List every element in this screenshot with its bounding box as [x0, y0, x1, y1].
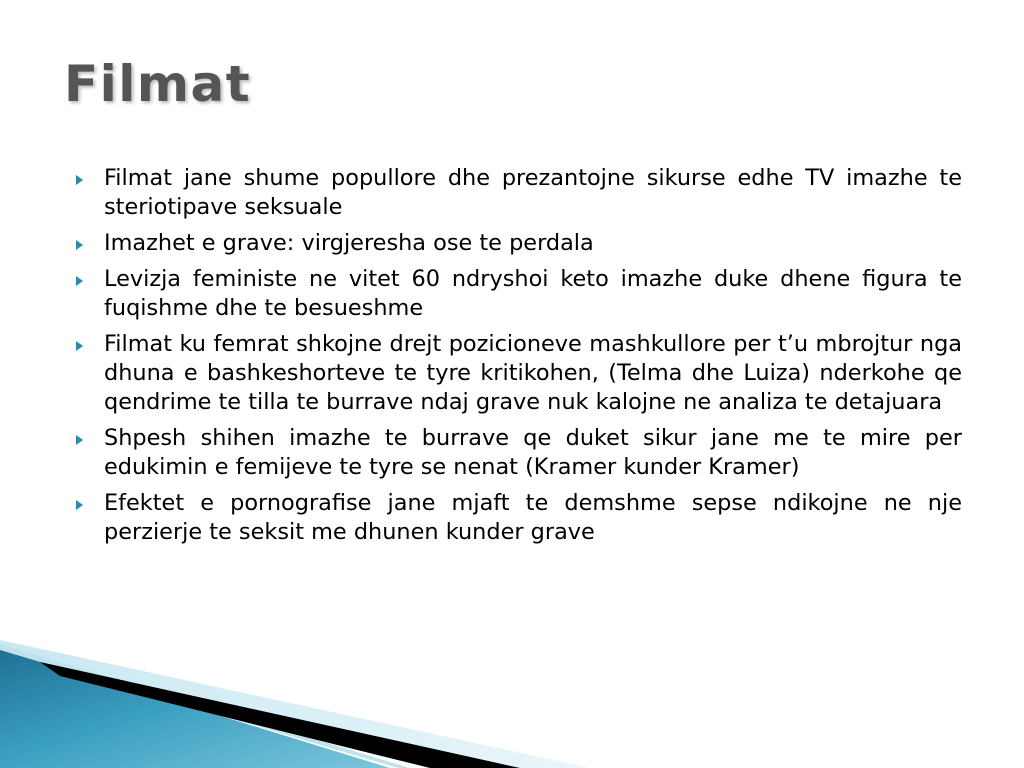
list-item [74, 229, 962, 258]
triangle-right-icon [76, 276, 83, 286]
list-item [74, 489, 962, 547]
triangle-right-icon [76, 341, 83, 351]
list-item [74, 265, 962, 323]
bullet-text: Levizja feministe ne vitet 60 ndryshoi keto imazhe duke dhene figura te fuqishme dhe te besueshme [104, 266, 962, 321]
blue-swoosh [0, 648, 390, 768]
highlight-swoosh [0, 644, 410, 768]
triangle-right-icon [76, 240, 83, 250]
bullet-list [74, 164, 962, 554]
bullet-text: Imazhet e grave: virgjeresha ose te perdala [104, 230, 594, 256]
list-item [74, 424, 962, 482]
list-item [74, 330, 962, 417]
list-item [74, 164, 962, 222]
triangle-right-icon [76, 435, 83, 445]
light-swoosh [0, 640, 590, 768]
bullet-text: Shpesh shihen imazhe te burrave qe duket sikur jane me te mire per edukimin e femijeve te tyre se nenat (Kramer kunder Kramer) [104, 425, 962, 480]
bullet-text: Filmat ku femrat shkojne drejt pozicioneve mashkullore per t’u mbrojtur nga dhuna e bashkeshorteve te tyre kritikohen, (Telma dhe Luiza) nderkohe qe qendrime te tilla te burrave ndaj grave nuk kalojne ne analiza te detajuara [104, 331, 962, 415]
triangle-right-icon [76, 175, 83, 185]
black-swoosh [40, 662, 520, 768]
bullet-text: Filmat jane shume popullore dhe prezantojne sikurse edhe TV imazhe te steriotipave seksuale [104, 165, 962, 220]
bullet-text: Efektet e pornografise jane mjaft te demshme sepse ndikojne ne nje perzierje te seksit me dhunen kunder grave [104, 490, 962, 545]
triangle-right-icon [76, 500, 83, 510]
page-title: Filmat [64, 55, 252, 113]
